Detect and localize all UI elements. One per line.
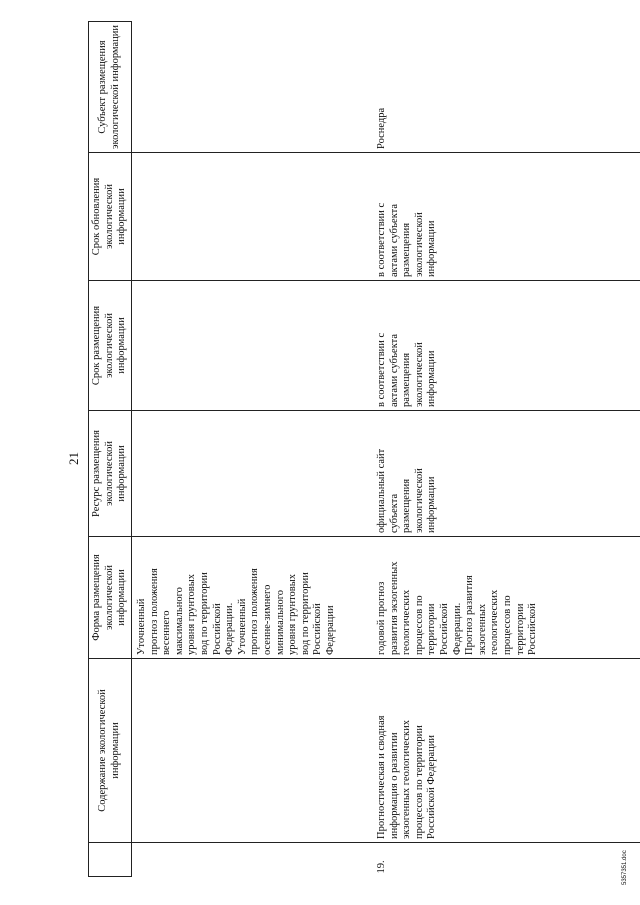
row-resource [132, 411, 373, 537]
row-content [132, 659, 373, 843]
header-subject: Субъект размещения экологической информации [89, 22, 132, 153]
row-term-place: в соответствии с актами субъекта размещения экологической информации [372, 281, 640, 411]
header-term-place: Срок размещения экологической информации [89, 281, 132, 411]
header-content: Содержание экологической информации [89, 659, 132, 843]
row-number [132, 843, 373, 877]
row-resource: официальный сайт субъекта размещения экологической информации [372, 411, 640, 537]
page-number: 21 [66, 452, 81, 465]
table-header-row [89, 22, 132, 877]
row-term-update: в соответствии с актами субъекта размещения экологической информации [372, 153, 640, 281]
row-term-update [132, 153, 373, 281]
row-form: Уточненный прогноз положения весеннего максимального уровня грунтовых вод по территории Российской Федерации. Уточненный прогноз положения осенне-зимнего минимального уровня грунтовых вод по территории Российской Федерации [132, 537, 373, 659]
table-row [372, 22, 640, 877]
row-subject: Роснедра [372, 22, 640, 153]
row-form: годовой прогноз развития экзогенных геологических процессов по территории Российской Федерации. Прогноз развития экзогенных геологических процессов по территории Российской [372, 537, 640, 659]
header-number [89, 843, 132, 877]
environmental-info-table [88, 21, 640, 877]
row-subject [132, 22, 373, 153]
row-content: Прогностическая и сводная информация о развитии экзогенных геологических процессов по территории Российской Федерации [372, 659, 640, 843]
header-resource: Ресурс размещения экологической информации [89, 411, 132, 537]
row-term-place [132, 281, 373, 411]
header-form: Форма размещения экологической информации [89, 537, 132, 659]
header-term-update: Срок обновления экологической информации [89, 153, 132, 281]
document-code: 5357351.doc [622, 850, 628, 885]
table-row [132, 22, 373, 877]
row-number: 19. [376, 860, 387, 874]
